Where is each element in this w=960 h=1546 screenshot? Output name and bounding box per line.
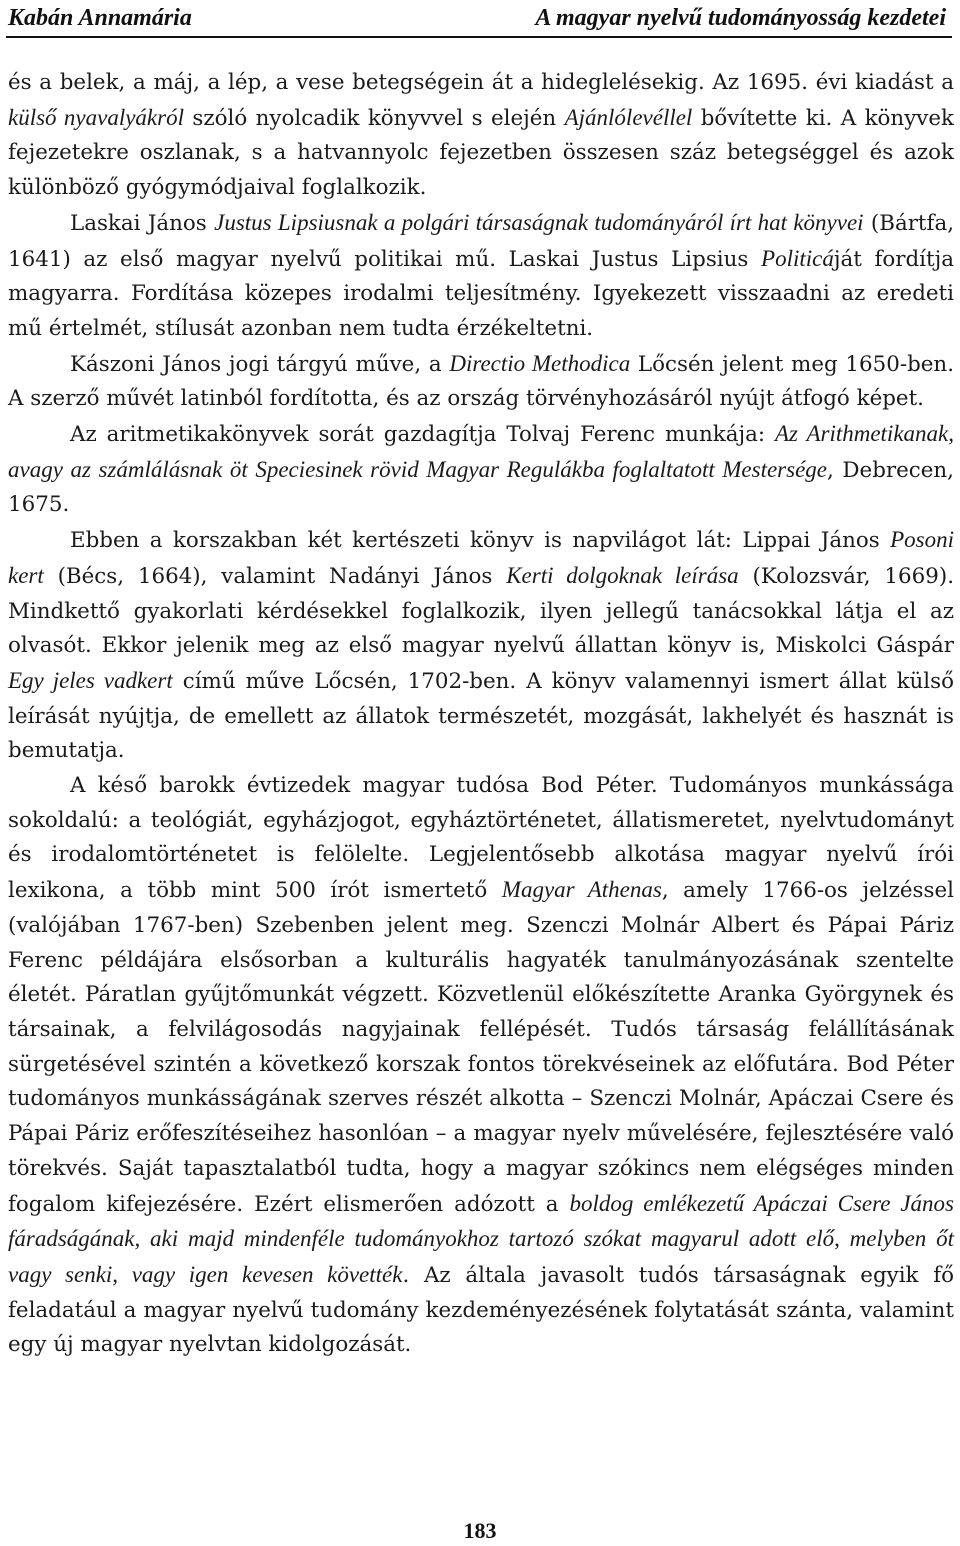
text-run: című műve Lőcsén, 1702-ben. A könyv valamennyi ismert állat külső leírását nyújtja, de emellett az állatok természetét, mozgását, lakhelyét és hasznát is bemutatja. [8, 668, 955, 764]
header-rule [6, 36, 952, 38]
italic-title: Posoni kert [8, 527, 954, 588]
text-run: Kászoni János jogi tárgyú műve, a [70, 351, 450, 377]
text-run: A késő barokk évtizedek magyar tudósa Bod Péter. Tudományos munkássága sokoldalú: a teológiát, egyházjogot, egyháztörténetet, állatismeretet, nyelvtudományt és irodalomtörténetet is felölelte. Legjelentősebb alkotása magyar nyelvű írói lexikona, a több mint 500 írót ismertető [8, 773, 954, 904]
italic-title: Kerti dolgoknak leírása [506, 562, 739, 588]
text-run: Laskai János [70, 210, 215, 236]
paragraph-3 [8, 347, 954, 417]
header-title: A magyar nyelvű tudományosság kezdetei [535, 4, 946, 31]
paragraph-4 [8, 417, 954, 523]
italic-title: Directio Methodica [449, 350, 631, 376]
text-run: szóló nyolcadik könyvvel s elején [183, 105, 565, 131]
running-header [8, 0, 946, 36]
text-run: (Kolozsvár, 1669). Mindkettő gyakorlati kérdésekkel foglalkozik, ilyen jellegű tanácsokkal látja el az olvasót. Ekkor jelenik meg az első magyar nyelvű állattan könyv is, Miskolci Gáspár [8, 563, 954, 659]
page-number: 183 [463, 1518, 497, 1543]
text-run: bővítette ki. A könyvek fejezetekre oszlanak, s a hatvannyolc fejezetben összesen száz betegséggel és azok különböző gyógymódjaival foglalkozik. [8, 105, 954, 201]
paragraph-2 [8, 206, 954, 347]
paragraph-1 [8, 66, 954, 206]
text-run: ját fordítja magyarra. Fordítása közepes irodalmi teljesítmény. Igyekezett visszaadni az eredeti mű értelmét, stílusát azonban nem tudta érzékeltetni. [8, 246, 954, 341]
text-run: és a belek, a máj, a lép, a vese betegségein át a hideglelésekig. Az 1695. évi kiadást a [8, 70, 954, 95]
body-text [8, 66, 954, 1363]
italic-title: Justus Lipsiusnak a polgári társaságnak tudományáról írt hat könyvei [214, 209, 864, 235]
italic-title: Az Arithmetikanak, avagy az számlálásnak öt Speciesinek rövid Magyar Regulákba foglaltatott Mestersége [8, 421, 954, 482]
text-run: , Debrecen, 1675. [8, 457, 954, 518]
italic-title: boldog emlékezetű Apáczai Csere János fáradságának, aki majd mindenféle tudományokhoz tartozó szókat magyarul adott elő, melyben őt vagy senki, vagy igen kevesen követték [8, 1190, 955, 1287]
paragraph-6 [8, 769, 954, 1363]
header-author: Kabán Annamária [8, 4, 192, 31]
text-run: (Bécs, 1664), valamint Nadányi János [43, 563, 507, 589]
paragraph-5 [8, 523, 954, 769]
text-run: , amely 1766-os jelzéssel (valójában 1767-ben) Szebenben jelent meg. Szenczi Molnár Albert és Pápai Páriz Ferenc példájára elsősorban a kulturális hagyaték tanulmányozásának szentelte életét. Páratlan gyűjtőmunkát végzett. Közvetlenül előkészítette Aranka Györgynek és társainak, a felvilágosodás nagyjainak fellépését. Tudós társaság felállításának sürgetésével szintén a következő korszak fontos törekvéseinek az előfutára. Bod Péter tudományos munkásságának szerves részét alkotta – Szenczi Molnár, Apáczai Csere és Pápai Páriz erőfeszítéseihez hasonlóan – a magyar nyelv művelésére, fejlesztésére való törekvés. Saját tapasztalatból tudta, hogy a magyar szókincs nem elégséges minden fogalom kifejezésére. Ezért elismerően adózott a [8, 878, 954, 1217]
text-run: (Bártfa, 1641) az első magyar nyelvű politikai mű. Laskai Justus Lipsius [8, 210, 954, 272]
italic-title: Ajánlólevéllel [564, 104, 693, 130]
text-run: Az aritmetikakönyvek sorát gazdagítja Tolvaj Ferenc munkája: [70, 422, 775, 448]
italic-title: Politicá [761, 245, 834, 271]
italic-title: Egy jeles vadkert [8, 667, 173, 693]
text-run: . Az általa javasolt tudós társaságnak egyik fő feladatául a magyar nyelvű tudomány kezdeményezésének folytatását szánta, valamint egy új magyar nyelvtan kidolgozását. [8, 1262, 955, 1358]
italic-title: Magyar Athenas [501, 877, 662, 903]
text-run: Ebben a korszakban két kertészeti könyv is napvilágot lát: Lippai János [70, 528, 891, 554]
text-run: Lőcsén jelent meg 1650-ben. A szerző művét latinból fordította, és az ország törvényhozásáról nyújt átfogó képet. [8, 351, 954, 412]
italic-title: külső nyavalyákról [8, 104, 184, 130]
